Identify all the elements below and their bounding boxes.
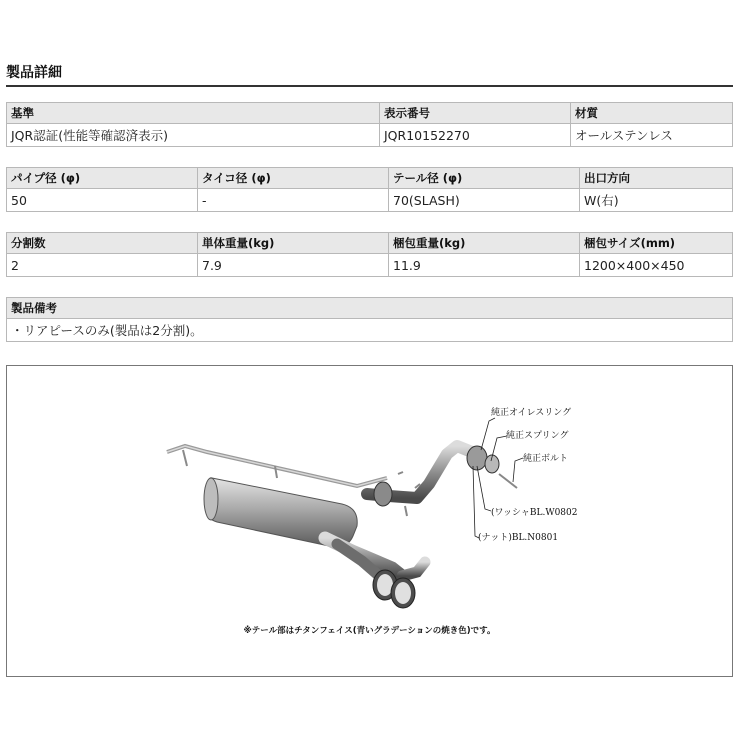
callout-oiles-ring: 純正オイレスリング: [491, 408, 572, 418]
value-tail-diameter: 70(SLASH): [389, 189, 580, 212]
spec-table-standard: [6, 102, 733, 147]
title-divider: [6, 85, 733, 87]
value-material: オールステンレス: [571, 124, 733, 147]
table-header-row: [7, 233, 733, 254]
callout-nut: (ナット)BL.N0801: [478, 533, 559, 543]
value-unit-weight: 7.9: [198, 254, 389, 277]
header-silencer-diameter: タイコ径 (φ): [198, 168, 389, 189]
hanger-bar: [167, 446, 387, 486]
spec-table-remarks: [6, 297, 733, 342]
table-header-row: [7, 168, 733, 189]
diagram-note: ※テール部はチタンフェイス(青いグラデーションの焼き色)です。: [243, 626, 496, 636]
callout-bolt: 純正ボルト: [523, 454, 569, 464]
product-diagram: [6, 365, 733, 677]
header-exit-direction: 出口方向: [580, 168, 733, 189]
table-header-row: [7, 103, 733, 124]
value-package-weight: 11.9: [389, 254, 580, 277]
value-standard: JQR認証(性能等確認済表示): [7, 124, 380, 147]
table-row: [7, 189, 733, 212]
value-pipe-diameter: 50: [7, 189, 198, 212]
value-pieces: 2: [7, 254, 198, 277]
value-display-number: JQR10152270: [380, 124, 571, 147]
value-remarks: ・リアピースのみ(製品は2分割)。: [7, 319, 733, 342]
value-package-size: 1200×400×450: [580, 254, 733, 277]
table-row: [7, 124, 733, 147]
spec-table-weights: [6, 232, 733, 277]
table-row: [7, 319, 733, 342]
spec-table-diameters: [6, 167, 733, 212]
header-remarks: 製品備考: [7, 298, 733, 319]
callout-washer: (ワッシャBL.W0802: [491, 508, 578, 518]
header-material: 材質: [571, 103, 733, 124]
header-standard: 基準: [7, 103, 380, 124]
value-silencer-diameter: -: [198, 189, 389, 212]
header-package-weight: 梱包重量(kg): [389, 233, 580, 254]
table-row: [7, 254, 733, 277]
header-pipe-diameter: パイプ径 (φ): [7, 168, 198, 189]
callout-spring: 純正スプリング: [506, 431, 569, 441]
table-header-row: [7, 298, 733, 319]
section-title: 製品詳細: [6, 65, 62, 81]
header-tail-diameter: テール径 (φ): [389, 168, 580, 189]
header-pieces: 分割数: [7, 233, 198, 254]
header-unit-weight: 単体重量(kg): [198, 233, 389, 254]
value-exit-direction: W(右): [580, 189, 733, 212]
header-display-number: 表示番号: [380, 103, 571, 124]
header-package-size: 梱包サイズ(mm): [580, 233, 733, 254]
tail-pipes: [325, 538, 425, 581]
